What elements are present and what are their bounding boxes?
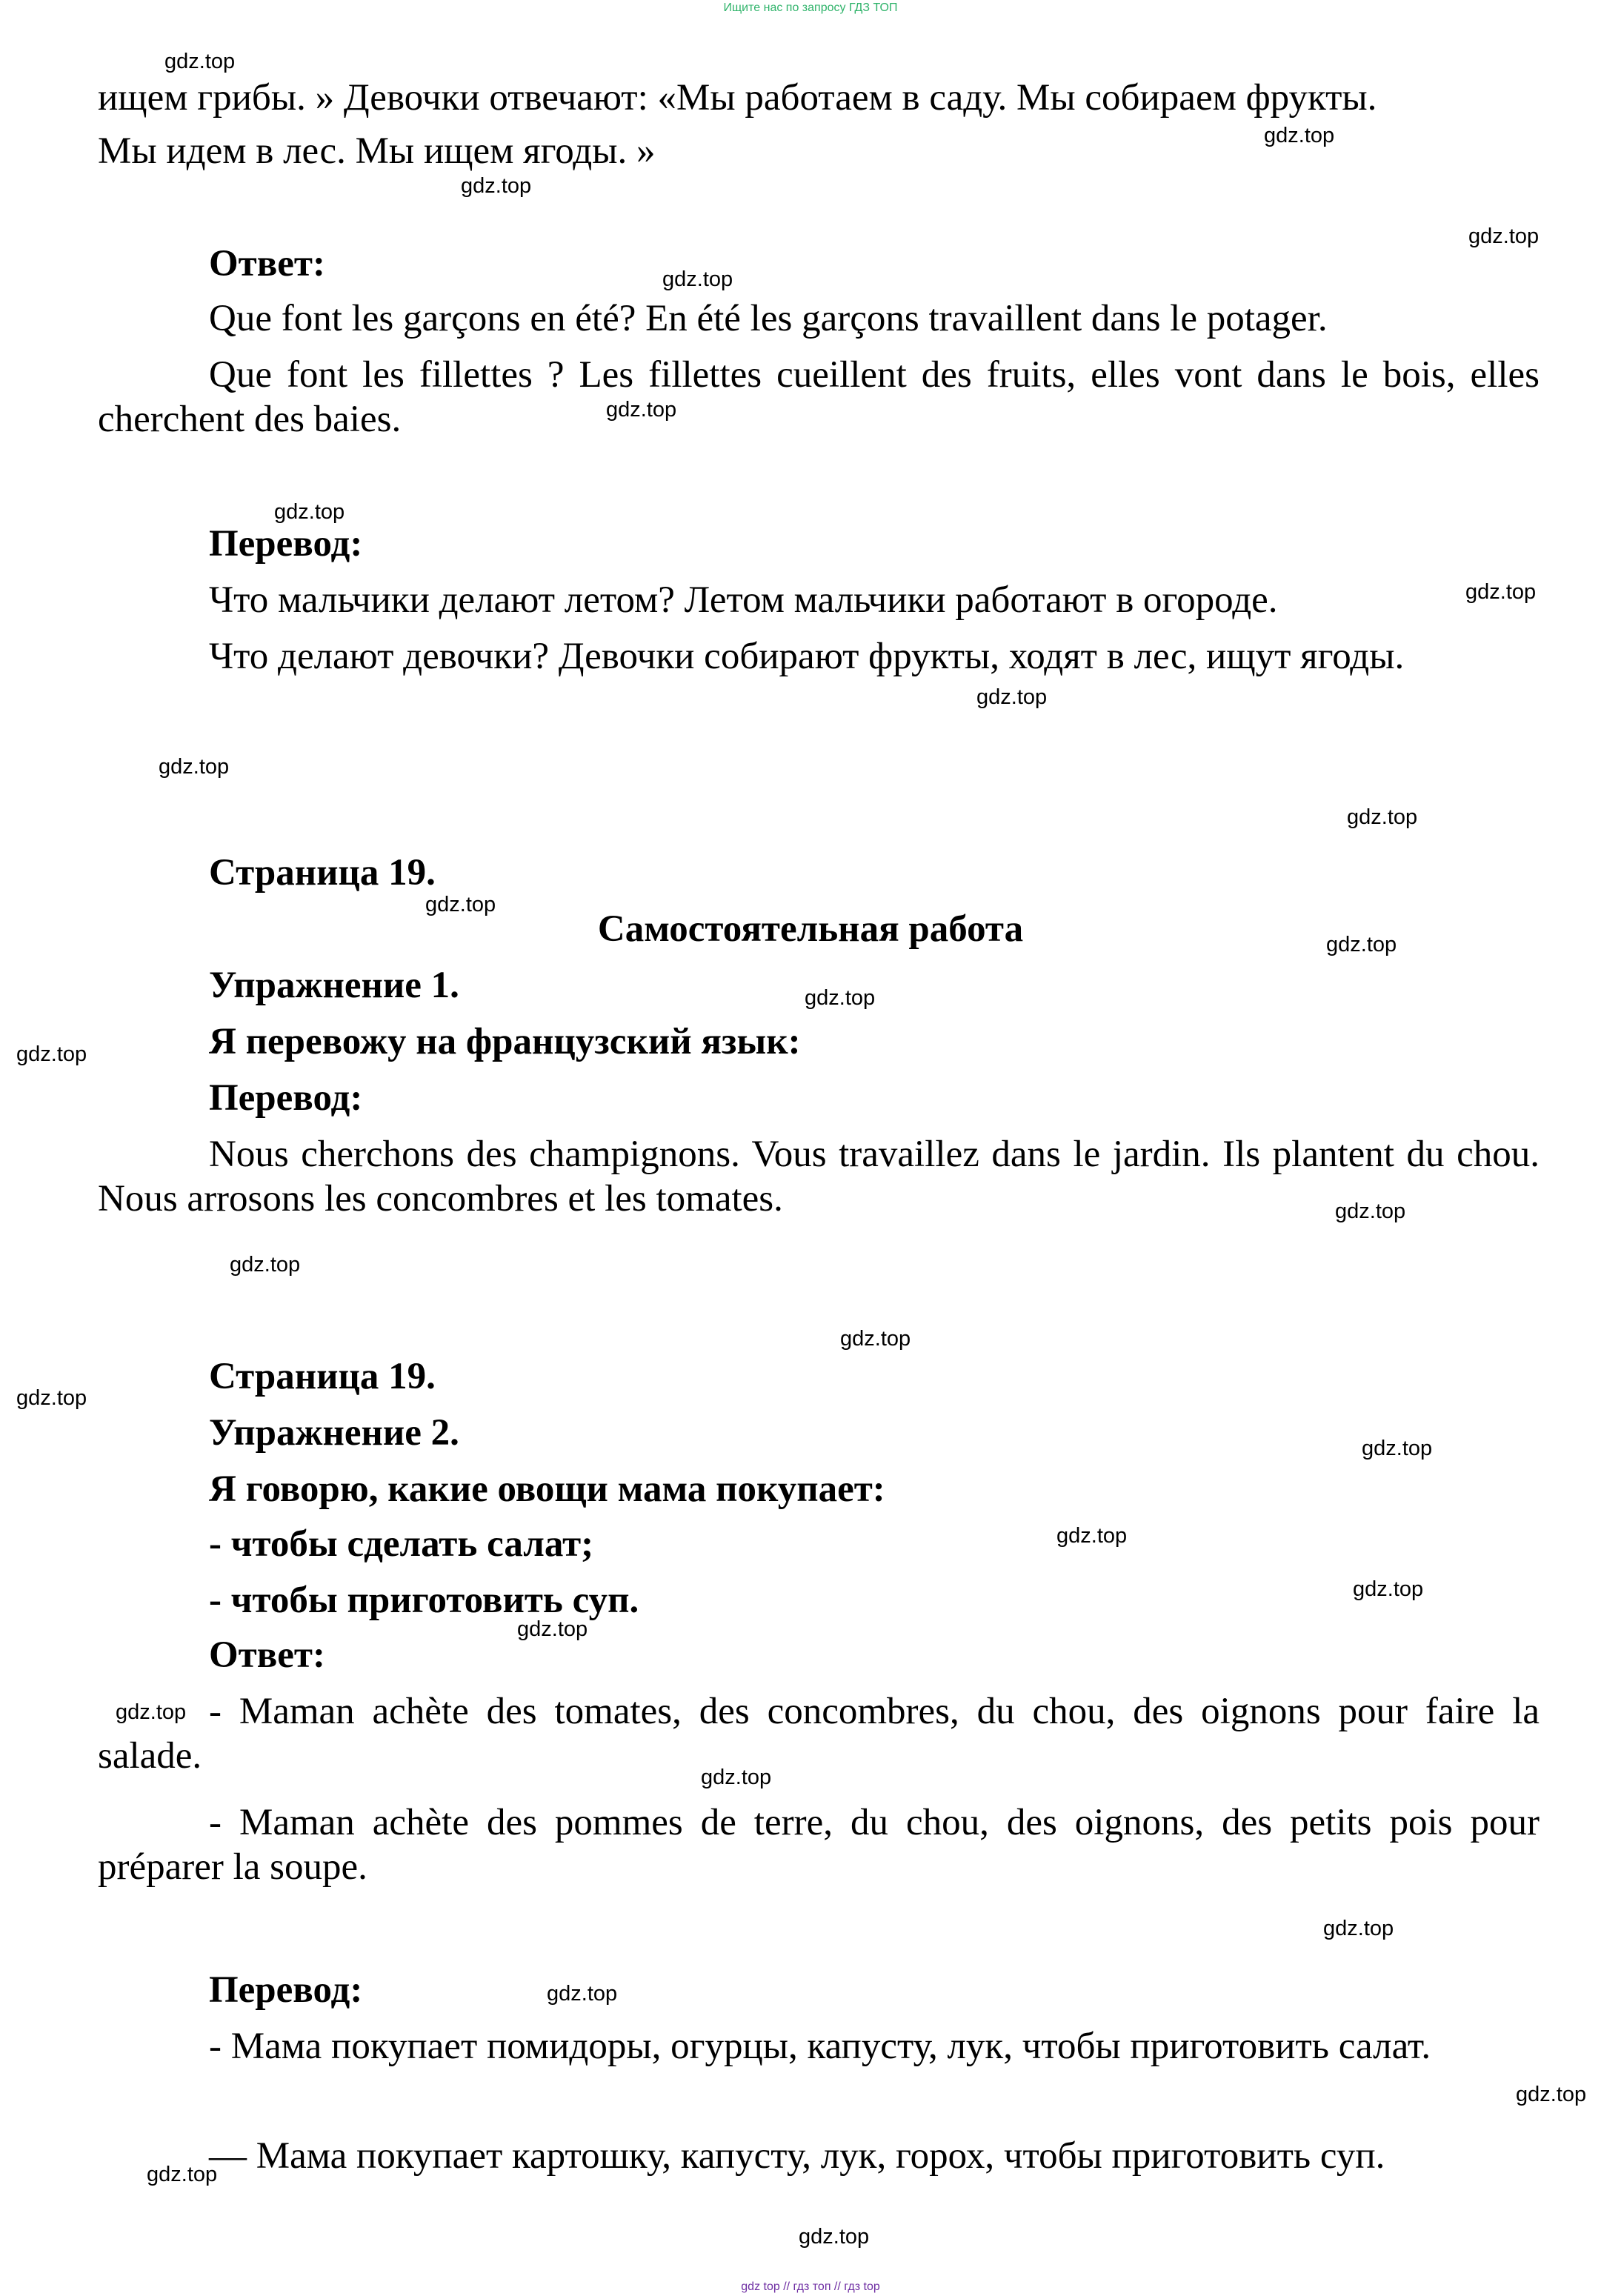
watermark: gdz.top <box>159 755 230 779</box>
answer-label: Ответ: <box>209 243 325 284</box>
watermark: gdz.top <box>976 685 1048 709</box>
exercise-1-translation-label: Перевод: <box>209 1077 363 1119</box>
exercise-2-translation-1: - Мама покупает помидоры, огурцы, капусту, лук, чтобы приготовить салат. <box>209 2026 1431 2067</box>
watermark: gdz.top <box>701 1766 772 1789</box>
exercise-2-task: Я говорю, какие овощи мама покупает: <box>209 1468 885 1510</box>
watermark: gdz.top <box>230 1253 301 1277</box>
watermark: gdz.top <box>16 1042 87 1066</box>
watermark: gdz.top <box>1353 1577 1424 1601</box>
watermark: gdz.top <box>547 1982 618 2006</box>
exercise-2-answer-label: Ответ: <box>209 1634 325 1676</box>
section-title: Самостоятельная работа <box>597 908 1024 950</box>
exercise-1-text: Nous cherchons des champignons. Vous travaillez dans le jardin. Ils plantent du chou. Nous arrosons les concombres et les tomates. <box>98 1134 1540 1219</box>
watermark: gdz.top <box>1516 2083 1587 2106</box>
intro-line-1: ищем грибы. » Девочки отвечают: «Мы работаем в саду. Мы собираем фрукты. <box>98 77 1377 119</box>
watermark: gdz.top <box>1323 1917 1394 1940</box>
watermark: gdz.top <box>425 893 496 916</box>
translation-line-1: Что мальчики делают летом? Летом мальчики работают в огороде. <box>209 579 1278 621</box>
exercise-2-answer-2: - Maman achète des pommes de terre, du chou, des oignons, des petits pois pour préparer la soupe. <box>98 1802 1540 1888</box>
exercise-2-answer-1: - Maman achète des tomates, des concombres, du chou, des oignons pour faire la salade. <box>98 1691 1540 1777</box>
answer-line-1: Que font les garçons en été? En été les garçons travaillent dans le potager. <box>209 298 1328 339</box>
watermark: gdz.top <box>1264 124 1335 147</box>
translation-label: Перевод: <box>209 523 363 565</box>
watermark: gdz.top <box>116 1700 187 1724</box>
watermark: gdz.top <box>1056 1524 1128 1548</box>
watermark: gdz.top <box>1465 580 1537 604</box>
watermark: gdz.top <box>1335 1199 1406 1223</box>
watermark: gdz.top <box>517 1617 588 1641</box>
watermark: gdz.top <box>1347 805 1418 829</box>
exercise-1-task: Я перевожу на французский язык: <box>209 1021 801 1062</box>
exercise-2-item-1: - чтобы сделать салат; <box>209 1523 594 1565</box>
footer-note: gdz top // гдз топ // гдз top <box>741 2280 880 2293</box>
watermark: gdz.top <box>274 500 345 524</box>
watermark: gdz.top <box>164 50 236 73</box>
watermark: gdz.top <box>147 2163 218 2186</box>
watermark: gdz.top <box>840 1327 911 1351</box>
exercise-2-translation-label: Перевод: <box>209 1969 363 2011</box>
watermark: gdz.top <box>1326 933 1397 956</box>
exercise-2-translation-2: — Мама покупает картошку, капусту, лук, горох, чтобы приготовить суп. <box>209 2135 1385 2177</box>
answer-paragraph-2: Que font les fillettes ? Les fillettes cueillent des fruits, elles vont dans le bois, elles cherchent des baies. <box>98 354 1540 440</box>
page-heading-1: Страница 19. <box>209 852 436 894</box>
watermark: gdz.top <box>16 1386 87 1410</box>
watermark: gdz.top <box>1362 1437 1433 1460</box>
exercise-2-heading: Упражнение 2. <box>209 1412 459 1454</box>
watermark: gdz.top <box>799 2225 870 2249</box>
watermark: gdz.top <box>662 267 733 291</box>
page-heading-2: Страница 19. <box>209 1356 436 1397</box>
translation-paragraph-2: Что делают девочки? Девочки собирают фрукты, ходят в лес, ищут ягоды. <box>209 636 1405 677</box>
watermark: gdz.top <box>1468 224 1540 248</box>
intro-line-2: Мы идем в лес. Мы ищем ягоды. » <box>98 130 656 172</box>
watermark: gdz.top <box>805 986 876 1010</box>
watermark: gdz.top <box>606 398 677 422</box>
header-search-note: Ищите нас по запросу ГДЗ ТОП <box>723 1 898 14</box>
watermark: gdz.top <box>461 174 532 198</box>
exercise-1-heading: Упражнение 1. <box>209 965 459 1006</box>
exercise-2-item-2: - чтобы приготовить суп. <box>209 1580 639 1621</box>
